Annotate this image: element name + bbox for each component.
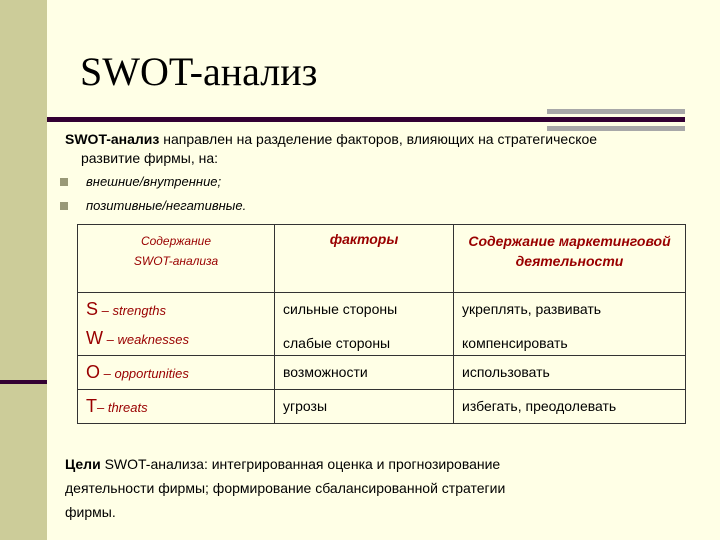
header-factors: факторы [275,225,454,293]
goals-label: Цели [65,456,101,472]
factor-type-cell-o: возможности [275,356,454,390]
table-row [78,390,686,424]
list-item [60,194,246,218]
goals-line2: деятельности фирмы; формирование сбалансированной стратегии [65,480,506,496]
action-cell-sw: укреплять, развивать компенсировать [454,293,686,356]
square-bullet-icon [60,178,68,186]
swot-table [77,224,686,424]
goals-line3: фирмы. [65,504,116,520]
factor-cell-t: T– threats [78,390,275,424]
intro-text-line2: развитие фирмы, на: [81,150,218,166]
action-cell-t: избегать, преодолевать [454,390,686,424]
bullet-list [60,170,246,218]
page-title: SWOT-анализ [80,49,318,94]
table-row [78,293,686,356]
factor-type-cell-t: угрозы [275,390,454,424]
table-row [78,356,686,390]
title-underline [47,117,685,122]
list-item [60,170,246,194]
factor-cell-o: O – opportunities [78,356,275,390]
factor-cell-sw: S – strengths W – weaknesses [78,293,275,356]
title-accent-line-top [547,109,685,114]
header-marketing-activity: Содержание маркетинговой деятельности [454,225,686,293]
left-band-divider [0,380,47,384]
goals-paragraph [65,452,675,524]
factor-type-cell-sw: сильные стороны слабые стороны [275,293,454,356]
intro-text-line1: направлен на разделение факторов, влияющих на стратегическое [159,131,598,147]
bullet-text: внешние/внутренние; [86,174,222,189]
goals-line1: SWOT-анализа: интегрированная оценка и прогнозирование [100,456,501,472]
action-cell-o: использовать [454,356,686,390]
intro-paragraph [65,130,675,168]
bullet-text: позитивные/негативные. [86,198,247,213]
table-header-row [78,225,686,293]
header-swot-content: Содержание SWOT-анализа [78,225,275,293]
left-decorative-band [0,0,47,540]
square-bullet-icon [60,202,68,210]
intro-term: SWOT-анализ [65,131,160,147]
